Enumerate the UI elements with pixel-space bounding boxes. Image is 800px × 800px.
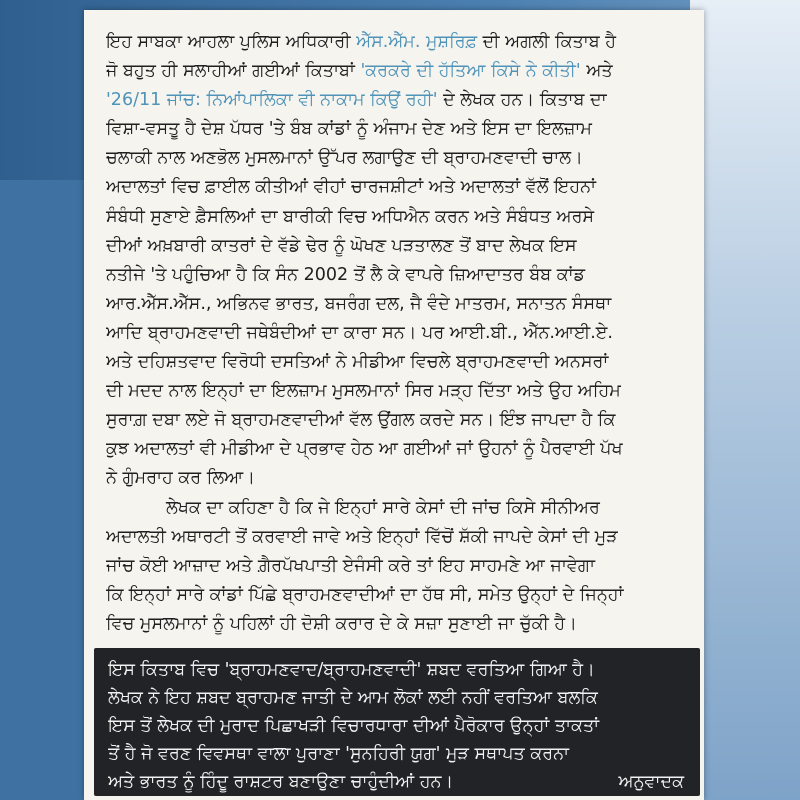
back-cover-page [84,10,704,800]
note-line: ਇਸ ਤੋਂ ਲੇਖਕ ਦੀ ਮੁਰਾਦ ਪਿਛਾਖੜੀ ਵਿਚਾਰਧਾਰਾ ਦੀਆਂ ਪੈਰੋਕਾਰ ਉਨ੍ਹਾਂ ਤਾਕਤਾਂ [108,716,600,736]
book-title-highlight: '26/11 ਜਾਂਚ: ਨਿਆਂਪਾਲਿਕਾ ਵੀ ਨਾਕਾਮ ਕਿਉਂ ਰਹੀ' [106,90,438,111]
paragraph-line [106,115,696,144]
book-title-highlight: ਐੱਸ.ਐੱਮ. ਮੁਸ਼ਰਿਫ਼ [356,32,478,52]
paragraph-line [106,290,696,319]
translator-signature: ਅਨੁਵਾਦਕ [618,772,684,792]
line-text: ਅਦਾਲਤਾਂ ਵਿਚ ਫ਼ਾਈਲ ਕੀਤੀਆਂ ਵੀਹਾਂ ਚਾਰਜਸ਼ੀਟਾਂ ਅਤੇ ਅਦਾਲਤਾਂ ਵੱਲੋਂ ਇਹਨਾਂ [106,177,596,198]
line-text: ਕੁਝ ਅਦਾਲਤਾਂ ਵੀ ਮੀਡੀਆ ਦੇ ਪ੍ਰਭਾਵ ਹੇਠ ਆ ਗਈਆਂ ਜਾਂ ਉਹਨਾਂ ਨੂੰ ਪੈਰਵਾਈ ਪੱਖ [106,439,623,460]
line-text: ਨੇ ਗੁੰਮਰਾਹ ਕਰ ਲਿਆ। [106,468,256,489]
line-text: ਜੋ ਬਹੁਤ ਹੀ ਸਲਾਹੀਆਂ ਗਈਆਂ ਕਿਤਾਬਾਂ [106,61,361,82]
line-text: ਆਦਿ ਬ੍ਰਾਹਮਣਵਾਦੀ ਜਥੇਬੰਦੀਆਂ ਦਾ ਕਾਰਾ ਸਨ। ਪਰ ਆਈ.ਬੀ., ਐੱਨ.ਆਈ.ਏ. [106,322,613,343]
paragraph-line [106,144,696,173]
line-text: ਵਿਸ਼ਾ-ਵਸਤੂ ਹੈ ਦੇਸ਼ ਪੱਧਰ 'ਤੇ ਬੰਬ ਕਾਂਡਾਂ ਨੂੰ ਅੰਜਾਮ ਦੇਣ ਅਤੇ ਇਸ ਦਾ ਇਲਜ਼ਾਮ [106,119,592,140]
paragraph-line [106,86,696,115]
line-text: ਅਤੇ ਦਹਿਸ਼ਤਵਾਦ ਵਿਰੋਧੀ ਦਸਤਿਆਂ ਨੇ ਮੀਡੀਆ ਵਿਚਲੇ ਬ੍ਰਾਹਮਣਵਾਦੀ ਅਨਸਰਾਂ [106,352,609,373]
translator-note-box [94,648,700,796]
paragraph-line [106,348,696,377]
line-text: ਨਤੀਜੇ 'ਤੇ ਪਹੁੰਚਿਆ ਹੈ ਕਿ ਸੰਨ 2002 ਤੋਂ ਲੈ ਕੇ ਵਾਪਰੇ ਜ਼ਿਆਦਾਤਰ ਬੰਬ ਕਾਂਡ [106,264,585,285]
line-text: ਦੀਆਂ ਅਖ਼ਬਾਰੀ ਕਾਤਰਾਂ ਦੇ ਵੱਡੇ ਢੇਰ ਨੂੰ ਘੋਖਣ ਪੜਤਾਲਣ ਤੋਂ ਬਾਦ ਲੇਖਕ ਇਸ [106,235,577,256]
paragraph-line [106,377,696,406]
blurb-paragraph-1 [106,28,696,639]
line-text: ਅਤੇ [580,61,613,82]
paragraph-line [106,406,696,435]
paragraph-2-line: ਅਦਾਲਤੀ ਅਥਾਰਟੀ ਤੋਂ ਕਰਵਾਈ ਜਾਵੇ ਅਤੇ ਇਨ੍ਹਾਂ ਵਿੱਚੋਂ ਸ਼ੱਕੀ ਜਾਪਦੇ ਕੇਸਾਂ ਦੀ ਮੁੜ [106,526,618,547]
line-text: ਇਹ ਸਾਬਕਾ ਆਹਲਾ ਪੁਲਿਸ ਅਧਿਕਾਰੀ [106,32,357,52]
paragraph-line [106,435,696,464]
line-text: ਆਰ.ਐੱਸ.ਐੱਸ., ਅਭਿਨਵ ਭਾਰਤ, ਬਜਰੰਗ ਦਲ, ਜੈ ਵੰਦੇ ਮਾਤਰਮ, ਸਨਾਤਨ ਸੰਸਥਾ [106,293,612,314]
paragraph-line [106,261,696,290]
note-line: ਇਸ ਕਿਤਾਬ ਵਿਚ 'ਬ੍ਰਾਹਮਣਵਾਦ/ਬ੍ਰਾਹਮਣਵਾਦੀ' ਸ਼ਬਦ ਵਰਤਿਆ ਗਿਆ ਹੈ। [108,660,595,680]
line-text: ਚਲਾਕੀ ਨਾਲ ਅਣਭੋਲ ਮੁਸਲਮਾਨਾਂ ਉੱਪਰ ਲਗਾਉਣ ਦੀ ਬ੍ਰਾਹਮਣਵਾਦੀ ਚਾਲ। [106,148,583,169]
paragraph-line [106,203,696,232]
paragraph-2-line: ਕਿ ਇਨ੍ਹਾਂ ਸਾਰੇ ਕਾਂਡਾਂ ਪਿੱਛੇ ਬ੍ਰਾਹਮਣਵਾਦੀਆਂ ਦਾ ਹੱਥ ਸੀ, ਸਮੇਤ ਉਨ੍ਹਾਂ ਦੇ ਜਿਨ੍ਹਾਂ [106,584,624,605]
paragraph-line [106,57,696,86]
paragraph-2-line: ਜਾਂਚ ਕੋਈ ਆਜ਼ਾਦ ਅਤੇ ਗ਼ੈਰਪੱਖਪਾਤੀ ਏਜੰਸੀ ਕਰੇ ਤਾਂ ਇਹ ਸਾਹਮਣੇ ਆ ਜਾਵੇਗਾ [106,555,595,576]
line-text: ਦੀ ਅਗਲੀ ਕਿਤਾਬ ਹੈ [477,32,616,52]
line-text: ਸੰਬੰਧੀ ਸੁਣਾਏ ਫ਼ੈਸਲਿਆਂ ਦਾ ਬਾਰੀਕੀ ਵਿਚ ਅਧਿਐਨ ਕਰਨ ਅਤੇ ਸੰਬੰਧਤ ਅਰਸੇ [106,206,595,227]
note-line: ਤੋਂ ਹੈ ਜੋ ਵਰਣ ਵਿਵਸਥਾ ਵਾਲਾ ਪੁਰਾਣਾ 'ਸੁਨਹਿਰੀ ਯੁਗ' ਮੁੜ ਸਥਾਪਤ ਕਰਨਾ [108,744,570,764]
paragraph-2-line: ਲੇਖਕ ਦਾ ਕਹਿਣਾ ਹੈ ਕਿ ਜੇ ਇਨ੍ਹਾਂ ਸਾਰੇ ਕੇਸਾਂ ਦੀ ਜਾਂਚ ਕਿਸੇ ਸੀਨੀਅਰ [166,497,600,518]
book-title-highlight: 'ਕਰਕਰੇ ਦੀ ਹੱਤਿਆ ਕਿਸੇ ਨੇ ਕੀਤੀ' [360,61,581,82]
paragraph-line [106,464,696,493]
note-line-text: ਅਤੇ ਭਾਰਤ ਨੂੰ ਹਿੰਦੂ ਰਾਸ਼ਟਰ ਬਣਾਉਣਾ ਚਾਹੁੰਦੀਆਂ ਹਨ। [108,772,454,792]
line-text: ਦੇ ਲੇਖਕ ਹਨ। ਕਿਤਾਬ ਦਾ [437,90,607,111]
line-text: ਦੀ ਮਦਦ ਨਾਲ ਇਨ੍ਹਾਂ ਦਾ ਇਲਜ਼ਾਮ ਮੁਸਲਮਾਨਾਂ ਸਿਰ ਮੜ੍ਹ ਦਿੱਤਾ ਅਤੇ ਉਹ ਅਹਿਮ [106,381,621,402]
paragraph-2-line: ਵਿਚ ਮੁਸਲਮਾਨਾਂ ਨੂੰ ਪਹਿਲਾਂ ਹੀ ਦੋਸ਼ੀ ਕਰਾਰ ਦੇ ਕੇ ਸਜ਼ਾ ਸੁਣਾਈ ਜਾ ਚੁੱਕੀ ਹੈ। [106,613,577,634]
paragraph-line [106,173,696,202]
note-line: ਲੇਖਕ ਨੇ ਇਹ ਸ਼ਬਦ ਬ੍ਰਾਹਮਣ ਜਾਤੀ ਦੇ ਆਮ ਲੋਕਾਂ ਲਈ ਨਹੀਂ ਵਰਤਿਆ ਬਲਕਿ [108,688,598,708]
note-line [108,768,694,796]
paragraph-line [106,232,696,261]
book-cover-edge [690,0,800,800]
paragraph-line [106,319,696,348]
line-text: ਸੁਰਾਗ਼ ਦਬਾ ਲਏ ਜੋ ਬ੍ਰਾਹਮਣਵਾਦੀਆਂ ਵੱਲ ਉਂਗਲ ਕਰਦੇ ਸਨ। ਇੰਝ ਜਾਪਦਾ ਹੈ ਕਿ [106,410,616,431]
paragraph-line [106,28,696,57]
